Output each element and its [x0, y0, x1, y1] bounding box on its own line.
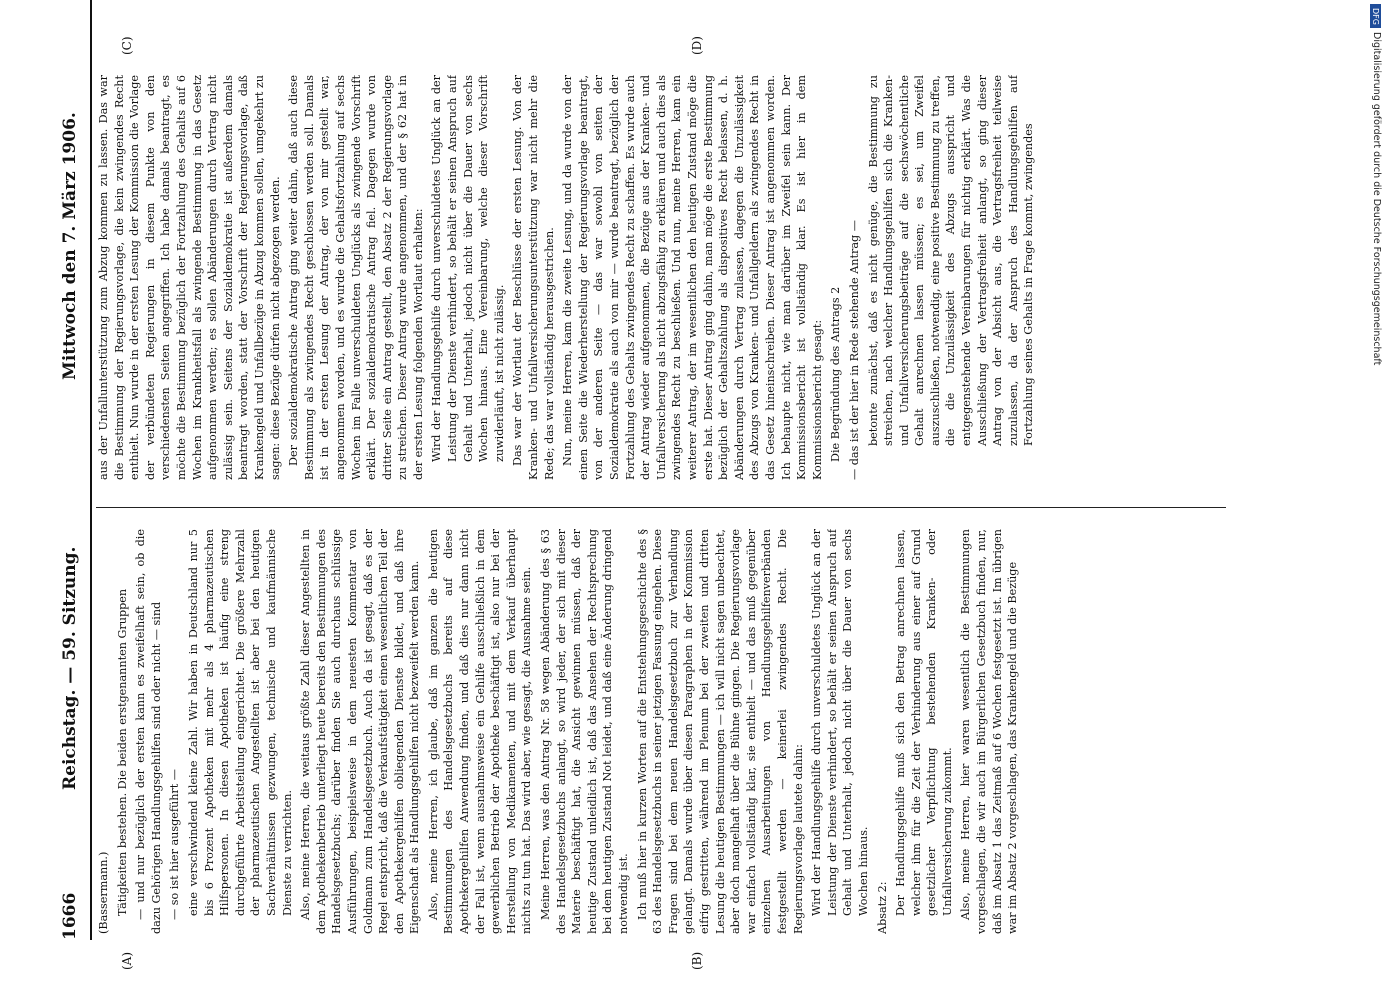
- paragraph: Tätigkeiten bestehen. Die beiden erstgenannten Gruppen: [115, 588, 129, 916]
- paragraph: Das war der Wortlaut der Beschlüsse der ersten Lesung. Von der Kranken- und Unfallversicherungsunterstützung war nicht mehr die Rede; das war vollständig herausgestrichen.: [511, 75, 556, 480]
- marker-d: (D): [690, 36, 704, 55]
- marker-b: (B): [690, 951, 704, 970]
- column-divider: [96, 507, 1226, 508]
- paragraph: Also, meine Herren, ich glaube, daß im ganzen die heutigen Bestimmungen des Handelsgesetzbuchs bereits auf diese Apothekergehilfen Anwendung finden, und daß dies nur dann nicht der Fall ist, wenn ausnahmsweise ein Gehilfe ausschließlich in dem gewerblichen Betrieb der Apotheke beschäftigt ist, also nur bei der Herstellung von Medikamenten, und mit dem Verkauf überhaupt nichts zu tun hat. Das wird aber, wie gesagt, die Ausnahme sein.: [426, 529, 534, 934]
- paragraph: — und nur bezüglich der ersten kann es zweifelhaft sein, ob die dazu Gehörigen Handlungsgehilfen sind oder nicht — sind: [134, 529, 163, 934]
- marker-c: (C): [120, 36, 134, 55]
- paragraph: Also, meine Herren, hier waren wesentlich die Bestimmungen vorgeschlagen, die wir auch im Bürgerlichen Gesetzbuch finden, nur, daß im Absatz 1 das Zeitmaß auf 6 Wochen festgesetzt ist. Im übrigen war im Absatz 2 vorgeschlagen, das Krankengeld und die Bezüge: [959, 529, 1020, 934]
- quoted-paragraph: Wird der Handlungsgehilfe durch unverschuldetes Unglück an der Leistung der Dienste verhindert, so behält er seinen Anspruch auf Gehalt und Unterhalt, jedoch nicht über die Dauer von sechs Wochen hinaus.: [810, 529, 870, 916]
- header-rule: [90, 0, 92, 940]
- page-title: Reichstag. — 59. Sitzung.: [60, 546, 80, 790]
- quoted-paragraph: Wird der Handlungsgehilfe durch unverschuldetes Unglück an der Leistung der Dienste verhindert, so behält er seinen Anspruch auf Gehalt und Unterhalt, jedoch nicht über die Dauer von sechs Wochen hinaus. Eine Vereinbarung, welche dieser Vorschrift zuwiderläuft, ist nicht zulässig.: [430, 75, 506, 462]
- dfg-logo: DFG: [1370, 4, 1381, 28]
- left-column: [96, 529, 1246, 934]
- quoted-paragraph: betonte zunächst, daß es nicht genüge, die Bestimmung zu streichen, nach welcher Handlungsgehilfen sich die Kranken- und Unfallversicherungsbeiträge auf die sechswöchentliche Gehalt anrechnen lassen müssen; es sei, um Zweifel auszuschließen, notwendig, eine positive Bestimmung zu treffen, die die Unzulässigkeit des Abzugs ausspricht und entgegenstehende Vereinbarungen für nichtig erklärt. Was die Ausschließung der Vertragsfreiheit anlangt, so ging dieser Antrag von der Absicht aus, die Vertragsfreiheit teilweise zuzulassen, da der Anspruch des Handlungsgehilfen auf Fortzahlung seines Gehalts in Frage kommt, zwingendes: [866, 75, 1036, 446]
- paragraph: Nun, meine Herren, kam die zweite Lesung, und da wurde von der einen Seite die Wiederherstellung der Regierungsvorlage beantragt, von der anderen Seite — das war sowohl von seiten der Sozialdemokratie als auch von mir — wurde beantragt, bezüglich der Fortzahlung des Gehalts zwingendes Recht zu schaffen. Es wurde auch der Antrag wieder aufgenommen, die Bezüge aus der Kranken- und Unfallversicherung als nicht abzugsfähig zu erklären und auch dies als zwingendes Recht zu beschließen. Und nun, meine Herren, kam ein weiterer Antrag, der im wesentlichen den heutigen Zustand möge die erste hat. Dieser Antrag ging dahin, man möge die erste Bestimmung bezüglich der Gehaltszahlung als dispositives Recht belassen, d. h. Abänderungen durch Vertrag zulassen, dagegen die Unzulässigkeit des Abzugs von Kranken- und Unfallgeldern als zwingendes Recht in das Gesetz hineinschreiben. Dieser Antrag ist angenommen worden. Ich behaupte nicht, wie man darüber im Zweifel sein kann. Der Kommissionsbericht ist vollständig klar. Es ist hier in dem Kommissionsbericht gesagt:: [561, 75, 824, 480]
- paragraph: — so ist hier ausgeführt —: [168, 769, 182, 920]
- paragraph: Der sozialdemokratische Antrag ging weiter dahin, daß auch diese Bestimmung als zwingendes Recht geschlossen werden soll. Damals ist in der ersten Lesung der Antrag, der von mir gestellt war, angenommen worden, und es wurde die Gehaltsfortzahlung auf sechs Wochen im Falle unverschuldeten Unglücks als zwingende Vorschrift erklärt. Der sozialdemokratische Antrag fiel. Dagegen wurde von dritter Seite ein Antrag gestellt, den Absatz 2 der Regierungsvorlage zu streichen. Dieser Antrag wurde angenommen, und der § 62 hat in der ersten Lesung folgenden Wortlaut erhalten:: [287, 75, 425, 480]
- digitization-note: Digitalisierung gefördert durch die Deutsche Forschungsgemeinschaft: [1371, 32, 1382, 366]
- page-date: Mittwoch den 7. März 1906.: [60, 112, 80, 380]
- paragraph: Meine Herren, was den Antrag Nr. 58 wegen Abänderung des § 63 des Handelsgesetzbuchs anlangt, so wird jeder, der sich mit dieser Materie beschäftigt hat, die Ansicht gewinnen müssen, daß der heutige Zustand unleidlich ist, daß das Ansehen der Rechtsprechung bei dem heutigen Zustand Not leidet, und daß eine Änderung dringend notwendig ist.: [539, 529, 630, 934]
- paragraph: Ich muß hier in kurzen Worten auf die Entstehungsgeschichte des § 63 des Handelsgesetzbuchs in seiner jetzigen Fassung eingehen. Diese Fragen sind bei dem neuen Handelsgesetzbuch zur Verhandlung gelangt. Damals wurde über diesen Paragraphen in der Kommission eifrig gestritten, während im Plenum bei der zweiten und dritten Lesung die heutigen Bestimmungen — ich will nicht sagen unbeachtet, aber doch mangelhaft über die Bühne gingen. Die Regierungsvorlage war einfach vollständig klar, sie enthielt — und das muß gegenüber einzelnen Ausarbeitungen von Handlungsgehilfenverbänden festgestellt werden — keinerlei zwingendes Recht. Die Regierungsvorlage lautete dahin:: [635, 529, 805, 934]
- speaker-name: (Bassermann.): [97, 851, 110, 934]
- quoted-paragraph: Die Begründung des Antrags 2: [829, 286, 843, 462]
- right-column: [96, 75, 1246, 480]
- quoted-paragraph: Der Handlungsgehilfe muß sich den Betrag anrechnen lassen, welcher ihm für die Zeit der Verhinderung aus einer auf Grund gesetzlicher Verpflichtung bestehenden Kranken- oder Unfallversicherung zukommt.: [894, 529, 954, 916]
- marker-a: (A): [120, 951, 134, 970]
- paragraph: aus der Unfallunterstützung zum Abzug kommen zu lassen. Das war die Bestimmung der Regierungsvorlage, die kein zwingendes Recht enthielt. Nun wurde in der ersten Lesung der Kommission die Vorlage der verbündeten Regierungen in diesem Punkte von den verschiedensten Seiten angegriffen. Ich habe damals beantragt, es möchte die Bestimmung bezüglich der Fortzahlung des Gehalts auf 6 Wochen im Krankheitsfall als zwingende Bestimmung in das Gesetz aufgenommen werden; es sollen Abänderungen durch Vertrag nicht zulässig sein. Seitens der Sozialdemokratie ist außerdem damals beantragt worden, statt der Vorschrift der Regierungsvorlage, daß Krankengeld und Unfallbezüge in Abzug kommen sollen, umgekehrt zu sagen: diese Bezüge dürfen nicht abgezogen werden.: [97, 75, 282, 480]
- page-number: 1666: [60, 892, 80, 940]
- paragraph: — das ist der hier in Rede stehende Antrag —: [847, 220, 861, 480]
- quoted-paragraph: eine verschwindend kleine Zahl. Wir haben in Deutschland nur 5 bis 6 Prozent Apotheken mit mehr als 4 pharmazeutischen Hilfspersonen. In diesen Apotheken ist häufig eine streng durchgeführte Arbeitsteilung eingerichtet. Die größere Mehrzahl der pharmazeutischen Angestellten ist aber bei den heutigen Sachverhältnissen gezwungen, technische und kaufmännische Dienste zu verrichten.: [186, 529, 294, 916]
- paragraph: Absatz 2:: [875, 881, 889, 934]
- page-header: [60, 60, 86, 940]
- paragraph: Also, meine Herren, die weitaus größte Zahl dieser Angestellten in dem Apothekenbetrieb unterliegt heute bereits den Bestimmungen des Handelsgesetzbuchs; darüber finden Sie auch durchaus schlüssige Ausführungen, beispielsweise in dem neuesten Kommentar von Goldmann zum Handelsgesetzbuch. Auch da ist gesagt, daß es der Regel entspricht, daß die Verkaufstätigkeit einen wesentlichen Teil der den Apothekergehilfen obliegenden Dienste bildet, und daß ihre Eigenschaft als Handlungsgehilfen nicht bezweifelt werden kann.: [299, 529, 422, 934]
